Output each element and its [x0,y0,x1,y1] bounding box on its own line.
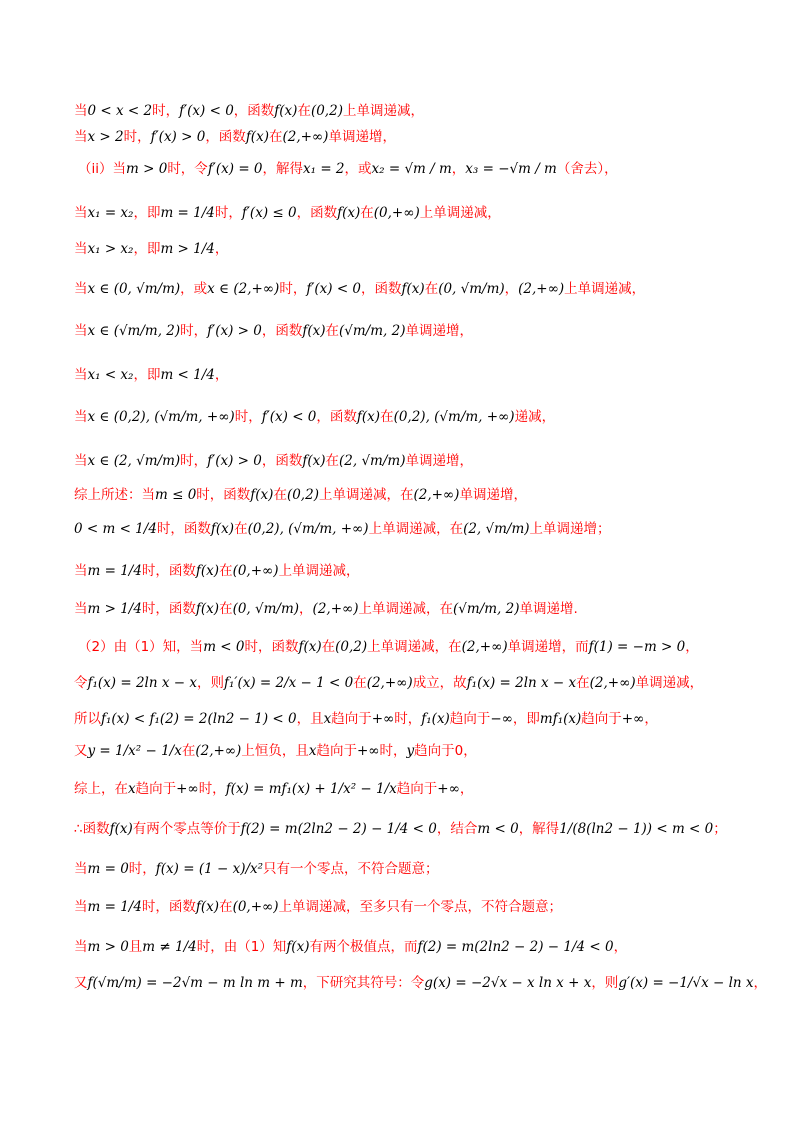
text-line [74,600,734,618]
text-fragment: ，即 [133,205,161,221]
math-expression: f(x) [302,453,326,469]
text-fragment: 在 [219,601,233,617]
math-expression: f(x) [250,487,274,503]
math-expression: (0,2) [286,487,319,503]
text-fragment: 综上，在 [74,781,128,797]
math-expression: (0,2) [335,639,368,655]
math-expression: f(x) = (1 − x)/x² [155,861,264,877]
math-expression: x [128,781,136,797]
math-expression: f′(x) < 0 [179,103,234,119]
text-fragment: 时， [152,103,180,119]
math-expression: 0 < m < 1/4 [74,521,157,537]
text-fragment: ，函数 [205,129,246,145]
text-fragment: 递减， [514,409,556,425]
math-expression: f′(x) > 0 [207,453,262,469]
text-fragment: 时，令 [167,161,208,177]
math-expression: mf₁(x) [539,711,582,727]
text-fragment: 趋向于0， [414,743,477,759]
math-expression: f(x) = mf₁(x) + 1/x² − 1/x [225,781,397,797]
text-fragment: 在 [576,675,590,691]
text-fragment: 又 [74,975,88,991]
text-line [74,562,734,580]
text-fragment: 令 [74,675,88,691]
math-expression: +∞ [176,781,199,797]
text-fragment: 当 [74,323,88,339]
text-fragment: 趋向于 [316,743,357,759]
text-line [74,820,734,838]
text-fragment: ， [451,161,466,177]
text-fragment: ，结合 [436,821,478,837]
text-fragment: 时， [198,781,226,797]
text-fragment: 单调递增， [328,129,396,145]
math-expression: f(x) [195,563,220,579]
math-expression: (2, √m/m) [339,453,406,469]
text-line [74,780,734,798]
math-expression: f′(x) < 0 [261,409,317,425]
text-fragment: ， [459,781,474,797]
text-fragment: ； [713,821,727,837]
text-line [74,742,734,760]
text-fragment: ，则 [196,675,224,691]
text-fragment: 时， [279,281,307,297]
math-expression: +∞ [356,743,380,759]
text-fragment: 单调递减， [635,675,704,691]
math-expression: m = 1/4 [87,563,142,579]
text-line [74,938,734,956]
math-expression: x₁ = 2 [303,161,345,177]
math-expression: y = 1/x² − 1/x [87,743,182,759]
text-fragment: 有两个零点等价于 [132,821,241,837]
text-fragment: 趋向于 [331,711,372,727]
text-fragment: 时，函数 [244,639,299,655]
text-fragment: 单调递增，而 [507,639,589,655]
math-expression: y [406,743,415,759]
text-fragment: 上单调递减， [419,205,501,221]
math-expression: (2, √m/m) [463,521,530,537]
text-fragment: 时， [123,129,151,145]
text-fragment: ，函数 [233,103,275,119]
math-expression: −∞ [490,711,513,727]
math-expression: x ∈ (√m/m, 2) [87,323,181,339]
math-expression: m ≤ 0 [155,487,197,503]
text-fragment: 趋向于 [581,711,622,727]
math-expression: (2,+∞) [282,129,329,145]
math-expression: (2,+∞) [589,675,636,691]
text-fragment: 单调递增， [459,487,527,503]
text-fragment: 上单调递减，在 [367,639,462,655]
text-fragment: ，函数 [361,281,402,297]
math-expression: f(x) [210,521,235,537]
math-expression: f(x) [302,323,326,339]
text-fragment: （ii）当 [78,161,127,177]
text-fragment: 当 [74,129,88,145]
math-expression: (2,+∞) [195,743,242,759]
text-line [74,452,734,470]
text-fragment: ，下研究其符号：令 [302,975,425,991]
text-fragment: 在 [234,521,248,537]
math-expression: x₁ = x₂ [87,205,134,221]
text-fragment: 只有一个零点，不符合题意； [263,861,439,877]
text-fragment: 在 [297,103,311,119]
math-expression: f(x) [401,281,425,297]
math-expression: m = 1/4 [160,205,215,221]
math-expression: x ∈ (0, √m/m) [87,281,181,297]
math-expression: f(x) [298,639,322,655]
math-expression: (2,+∞) [518,281,565,297]
math-expression: f₁′(x) = 2/x − 1 < 0 [223,675,354,691]
text-line [74,520,734,538]
text-fragment: 当 [74,601,88,617]
text-fragment: 时，函数 [196,487,251,503]
text-fragment: 单调递增， [405,453,473,469]
math-expression: (0,+∞) [373,205,420,221]
math-expression: f(1) = −m > 0 [588,639,686,655]
math-expression: +∞ [371,711,395,727]
text-fragment: 在 [325,323,340,339]
text-fragment: 在 [268,129,283,145]
text-fragment: 上单调递减，在 [368,521,464,537]
text-line [74,898,734,916]
math-expression: 0 < x < 2 [87,103,153,119]
math-expression: x [323,711,332,727]
math-expression: m = 1/4 [87,899,142,915]
text-fragment: 上单调递减， [564,281,646,297]
text-fragment: 当 [74,367,88,383]
text-fragment: 又 [74,743,88,759]
text-fragment: 趋向于 [396,781,438,797]
text-fragment: 时，函数 [141,563,196,579]
math-expression: f(x) [337,205,361,221]
text-fragment: 在 [360,205,374,221]
text-line [74,322,734,340]
math-expression: m > 0 [87,939,129,955]
text-fragment: ，或 [180,281,208,297]
text-fragment: 当 [74,563,88,579]
text-fragment: 当 [74,939,88,955]
math-expression: x [308,743,317,759]
math-expression: f′(x) > 0 [150,129,206,145]
math-expression: x > 2 [87,129,124,145]
text-fragment: 在 [325,453,340,469]
math-expression: x ∈ (0,2), (√m/m, +∞) [87,409,235,425]
text-line [78,160,738,178]
text-fragment: 在 [424,281,439,297]
math-expression: f′(x) = 0 [207,161,263,177]
text-fragment: （2）由（1）知，当 [78,639,204,655]
text-fragment: ，即 [133,241,161,257]
math-expression: (0,+∞) [232,563,279,579]
text-fragment: 在 [219,563,233,579]
math-expression: f₁(x) = 2ln x − x [87,675,197,691]
text-fragment: ， [753,975,768,991]
text-line [74,974,768,992]
text-fragment: 当 [74,103,88,119]
math-expression: f₁(x) [421,711,450,727]
text-fragment: 上单调递增； [529,521,611,537]
math-expression: x ∈ (2,+∞) [207,281,280,297]
math-expression: f(x) [195,601,220,617]
text-fragment: ，解得 [518,821,560,837]
text-fragment: 时，函数 [141,601,196,617]
text-line [74,240,734,258]
math-expression: x ∈ (2, √m/m) [87,453,181,469]
text-fragment: ， [214,367,229,383]
math-expression: f(x) [286,939,310,955]
math-expression: (0,2), (√m/m, +∞) [247,521,369,537]
math-expression: (0, √m/m) [438,281,505,297]
math-expression: f(x) [356,409,381,425]
text-fragment: 时， [180,323,208,339]
text-line [74,204,734,222]
text-fragment: 时，由（1）知 [196,939,287,955]
math-expression: (2,+∞) [461,639,508,655]
text-fragment: 在 [273,487,287,503]
text-fragment: ，即 [512,711,540,727]
text-fragment: 趋向于 [135,781,177,797]
text-line [74,710,734,728]
text-fragment: 在 [353,675,367,691]
text-fragment: 当 [74,453,88,469]
text-fragment: 上单调递减，在 [358,601,454,617]
text-fragment: 综上所述：当 [74,487,155,503]
text-line [74,366,734,384]
text-fragment: ∴函数 [74,821,110,837]
text-fragment: 时，函数 [141,899,196,915]
text-fragment: ，则 [591,975,619,991]
math-expression: m > 1/4 [87,601,142,617]
text-line [74,128,734,146]
math-expression: f(2) = m(2ln2 − 2) − 1/4 < 0 [240,821,437,837]
math-expression: f(x) [109,821,133,837]
math-expression: m < 0 [203,639,245,655]
text-fragment: 时， [180,453,208,469]
math-expression: f′(x) < 0 [306,281,362,297]
math-expression: f′(x) ≤ 0 [241,205,297,221]
text-fragment: 在 [321,639,336,655]
math-expression: m > 1/4 [160,241,215,257]
text-fragment: 当 [74,899,88,915]
math-expression: x₂ = √m / m [371,161,452,177]
math-expression: (0,2) [310,103,343,119]
math-expression: m = 0 [87,861,129,877]
text-fragment: ， [613,939,628,955]
text-fragment: ， [644,711,658,727]
text-fragment: ， [214,241,229,257]
text-fragment: 在 [181,743,196,759]
math-expression: 1/(8(ln2 − 1)) < m < 0 [559,821,714,837]
math-expression: m ≠ 1/4 [142,939,197,955]
text-fragment: 时， [379,743,407,759]
math-expression: (√m/m, 2) [339,323,406,339]
text-fragment: ，或 [344,161,372,177]
text-fragment: 当 [74,205,88,221]
text-fragment: 时，函数 [156,521,211,537]
text-fragment: 上恒负，且 [241,743,309,759]
math-expression: (2,+∞) [413,487,460,503]
text-fragment: ，解得 [262,161,304,177]
math-expression: f′(x) > 0 [207,323,262,339]
text-line [74,408,734,426]
text-fragment: ，函数 [316,409,357,425]
math-expression: m > 0 [126,161,168,177]
text-fragment: ，函数 [296,205,338,221]
text-fragment: ，函数 [261,453,303,469]
text-fragment: 成立，故 [412,675,467,691]
text-fragment: ， [299,601,313,617]
math-expression: f(x) [245,129,269,145]
math-expression: f(x) [195,899,220,915]
math-expression: (2,+∞) [312,601,359,617]
text-fragment: 在 [380,409,394,425]
text-line [74,674,734,692]
math-expression: (0,+∞) [232,899,279,915]
math-expression: (0, √m/m) [232,601,300,617]
math-expression: (0,2), (√m/m, +∞) [393,409,515,425]
text-fragment: ， [504,281,519,297]
text-fragment: ，即 [133,367,161,383]
math-expression: (2,+∞) [366,675,413,691]
math-expression: (√m/m, 2) [453,601,520,617]
math-expression: m < 0 [477,821,519,837]
math-expression: x₁ < x₂ [87,367,134,383]
text-fragment: ，函数 [261,323,303,339]
text-fragment: 上单调递减，在 [318,487,414,503]
math-expression: f₁(x) < f₁(2) = 2(ln2 − 1) < 0 [101,711,297,727]
text-line [74,860,734,878]
text-fragment: 当 [74,241,88,257]
math-expression: g(x) = −2√x − x ln x + x [424,975,592,991]
text-fragment: 且 [128,939,143,955]
text-line [74,102,734,120]
math-expression: f(x) [274,103,298,119]
text-fragment: 当 [74,409,88,425]
text-fragment: 当 [74,281,88,297]
text-fragment: 单调递增， [405,323,473,339]
text-fragment: 有两个极值点，而 [309,939,418,955]
text-fragment: 当 [74,861,88,877]
math-expression: +∞ [621,711,645,727]
text-fragment: 在 [219,899,233,915]
math-expression: m < 1/4 [160,367,215,383]
text-fragment: 上单调递减，至多只有一个零点，不符合题意； [278,899,563,915]
text-fragment: 时， [234,409,262,425]
math-expression: x₃ = −√m / m [465,161,557,177]
text-fragment: 时， [214,205,242,221]
text-line [78,638,738,656]
text-fragment: 所以 [74,711,101,727]
math-expression: f₁(x) = 2ln x − x [466,675,577,691]
text-fragment: ，且 [296,711,324,727]
text-fragment: （舍去）， [556,161,618,177]
text-fragment: ， [685,639,699,655]
text-line [74,486,734,504]
text-fragment: 时， [394,711,422,727]
text-line [74,280,734,298]
text-fragment: 单调递增. [519,601,578,617]
math-expression: x₁ > x₂ [87,241,134,257]
text-fragment: 趋向于 [449,711,491,727]
math-expression: f(2) = m(2ln2 − 2) − 1/4 < 0 [417,939,614,955]
math-expression: f(√m/m) = −2√m − m ln m + m [87,975,303,991]
text-fragment: 上单调递减， [278,563,360,579]
text-fragment: 时， [128,861,156,877]
math-expression: g′(x) = −1/√x − ln x [618,975,754,991]
text-fragment: 上单调递减， [342,103,424,119]
math-expression: +∞ [437,781,460,797]
